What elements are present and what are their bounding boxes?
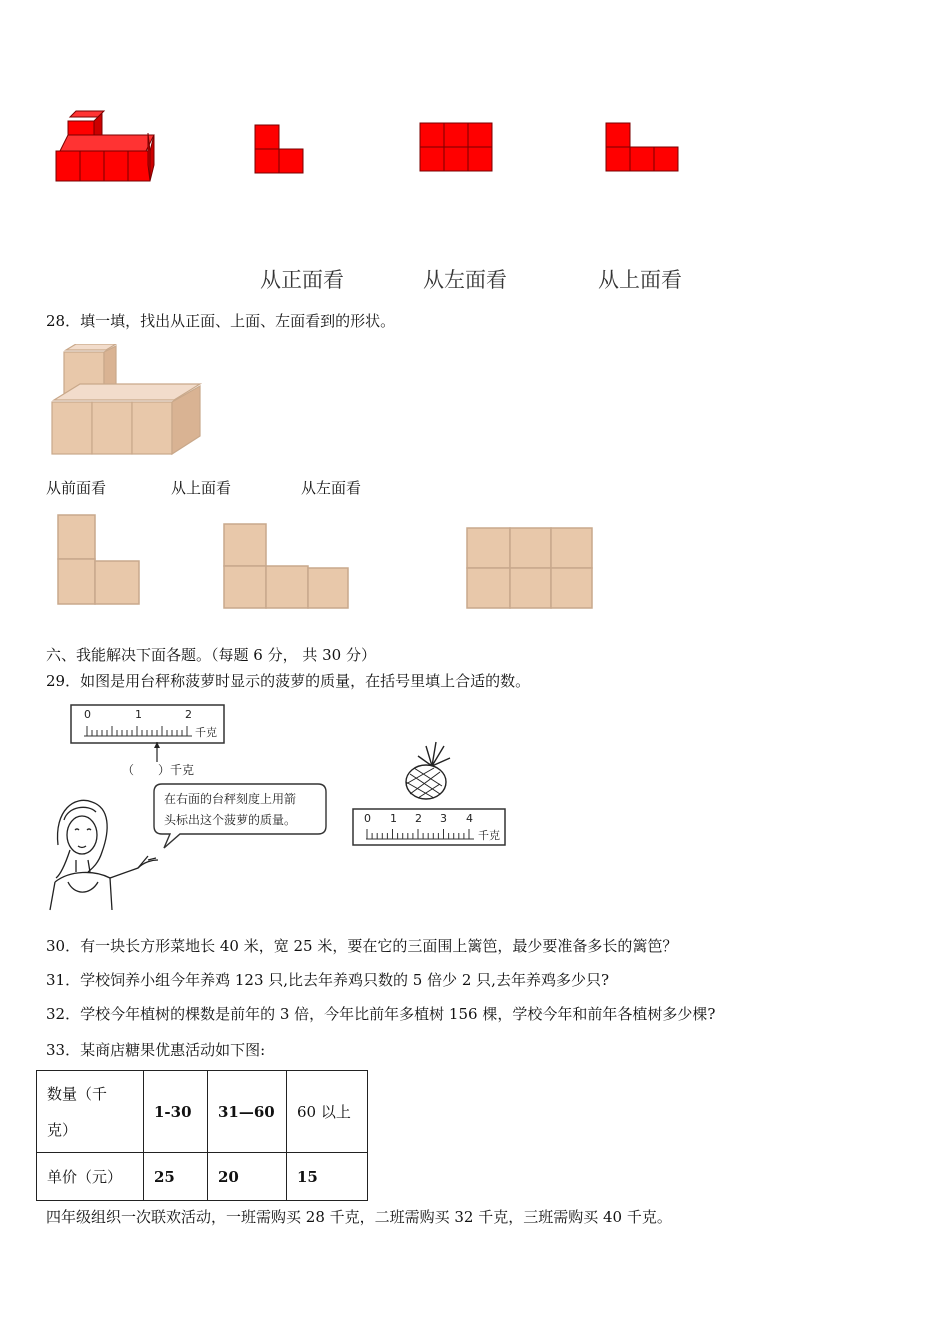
q32-text: 32．学校今年植树的棵数是前年的 3 倍，今年比前年多植树 156 棵，学校今年和前年各植树多少棵? [46, 1005, 716, 1023]
girl-illustration [50, 800, 158, 910]
table-cell [37, 1071, 144, 1153]
q29-figure [40, 700, 520, 915]
table-cell: 单价（元） [37, 1153, 144, 1201]
q28-title: 28．填一填，找出从正面、上面、左面看到的形状。 [46, 312, 396, 330]
q29-answer-blank: （ ）千克 [122, 763, 195, 777]
scale2-tick-3: 3 [440, 812, 447, 825]
table-cell: 25 [144, 1153, 208, 1201]
table-cell: 20 [208, 1153, 287, 1201]
row1-label-line2: 克） [47, 1120, 78, 1139]
scale2-tick-1: 1 [390, 812, 397, 825]
q31-text: 31．学校饲养小组今年养鸡 123 只,比去年养鸡只数的 5 倍少 2 只,去年养鸡多少只? [46, 971, 609, 989]
top-view-label-top: 从上面看 [598, 268, 682, 292]
table-cell: 15 [287, 1153, 368, 1201]
q28-cube-stack [48, 344, 208, 459]
q33-footer: 四年级组织一次联欢活动，一班需购买 28 千克，二班需购买 32 千克，三班需购买 40 千克。 [46, 1208, 672, 1226]
q29-title: 29．如图是用台秤称菠萝时显示的菠萝的质量，在括号里填上合适的数。 [46, 672, 531, 690]
scale2-tick-2: 2 [415, 812, 422, 825]
q30-text: 30．有一块长方形菜地长 40 米，宽 25 米，要在它的三面围上篱笆，最少要准备多长的篱笆？ [46, 937, 678, 955]
scale1-tick-0: 0 [84, 708, 91, 721]
table-cell: 60 以上 [287, 1071, 368, 1153]
top-view-label-front: 从正面看 [260, 268, 344, 292]
q33-title: 33．某商店糖果优惠活动如下图: [46, 1041, 266, 1059]
q28-view-shapes [50, 510, 610, 615]
scale2-unit: 千克 [478, 829, 500, 842]
scale1-unit: 千克 [195, 726, 217, 739]
scale2-tick-4: 4 [466, 812, 473, 825]
scale2-tick-0: 0 [364, 812, 371, 825]
section6-title: 六、我能解决下面各题。（每题 6 分， 共 30 分） [46, 646, 376, 664]
table-cell: 31—60 [208, 1071, 287, 1153]
pineapple-icon [406, 742, 450, 799]
table-row [37, 1071, 368, 1153]
red-cube-figure [50, 105, 750, 195]
row1-label-line1: 数量（千 [47, 1084, 108, 1103]
q28-label-top: 从上面看 [171, 479, 232, 497]
table-row [37, 1153, 368, 1201]
scale1-tick-2: 2 [185, 708, 192, 721]
speech-line-1: 在右面的台秤刻度上用箭 [164, 792, 297, 806]
top-view-label-left: 从左面看 [423, 268, 507, 292]
q28-label-left: 从左面看 [301, 479, 362, 497]
speech-line-2: 头标出这个菠萝的质量。 [164, 813, 297, 827]
table-cell: 1-30 [144, 1071, 208, 1153]
candy-price-table [36, 1070, 368, 1201]
scale1-tick-1: 1 [135, 708, 142, 721]
q28-label-front: 从前面看 [46, 479, 107, 497]
